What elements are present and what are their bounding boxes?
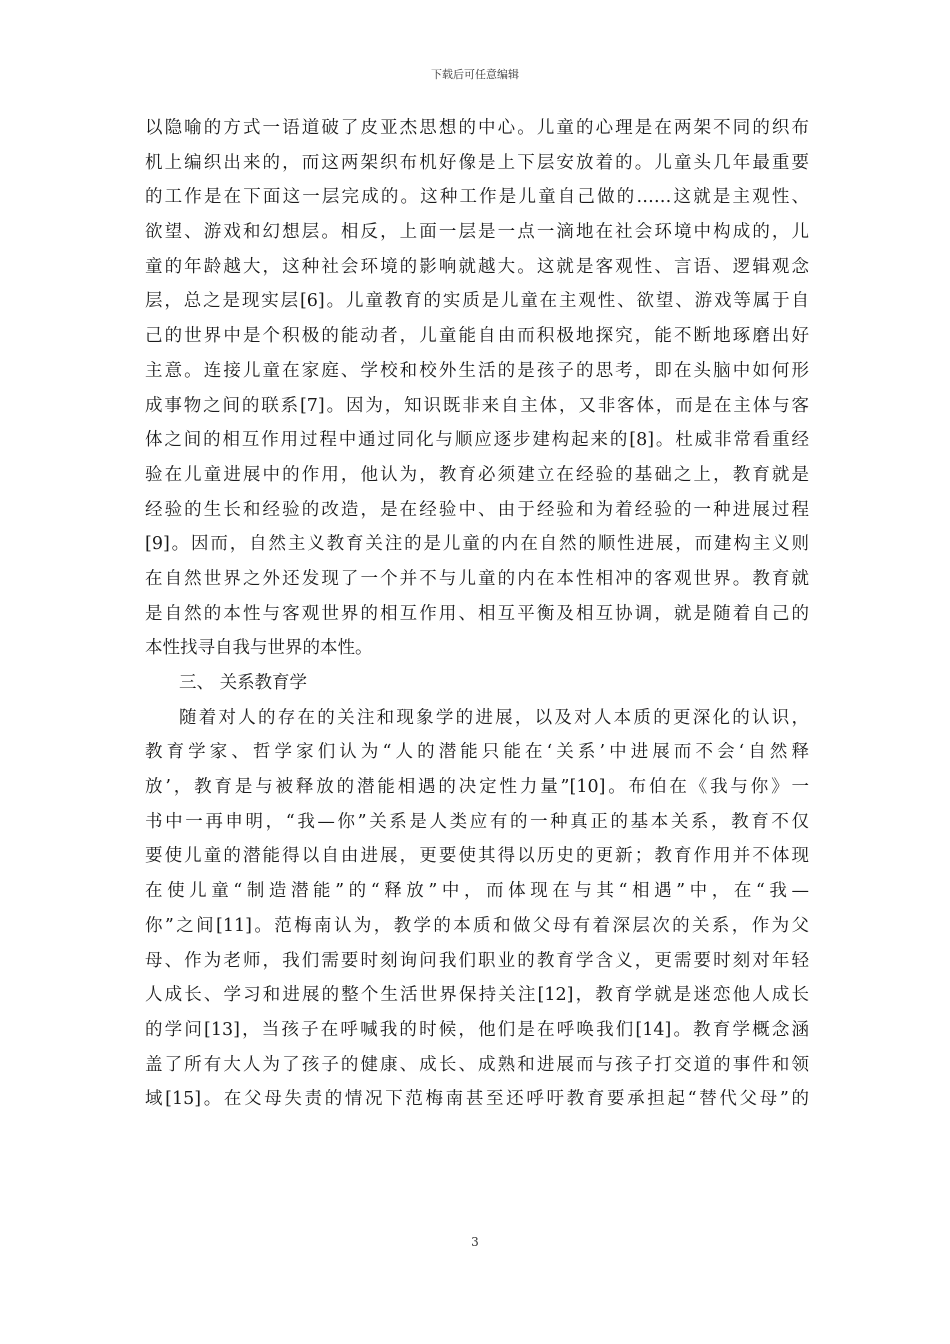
- text-line: 要使儿童的潜能得以自由进展，更要使其得以历史的更新；教育作用并不体现: [145, 846, 809, 867]
- page-number: 3: [471, 1235, 479, 1249]
- text-line: 欲望、游戏和幻想层。相反，上面一层是一点一滴地在社会环境中构成的，儿: [145, 222, 809, 243]
- body-text: [145, 111, 809, 1117]
- text-line: 随着对人的存在的关注和现象学的进展，以及对人本质的更深化的认识，: [179, 707, 809, 728]
- text-line: 验在儿童进展中的作用，他认为，教育必须建立在经验的基础之上，教育就是: [145, 464, 809, 485]
- text-line: 盖了所有大人为了孩子的健康、成长、成熟和进展而与孩子打交道的事件和领: [145, 1054, 809, 1075]
- text-line: 成事物之间的联系[7]。因为，知识既非来自主体，又非客体，而是在主体与客: [145, 395, 809, 416]
- text-line: 教育学家、哲学家们认为“人的潜能只能在‘关系’中进展而不会‘自然释: [145, 742, 809, 763]
- text-line: 的学问[13]，当孩子在呼喊我的时候，他们是在呼唤我们[14]。教育学概念涵: [145, 1019, 809, 1040]
- text-line: 主意。连接儿童在家庭、学校和校外生活的是孩子的思考，即在头脑中如何形: [145, 360, 809, 381]
- text-line: 以隐喻的方式一语道破了皮亚杰思想的中心。儿童的心理是在两架不同的织布: [145, 118, 809, 138]
- text-line: 放’，教育是与被释放的潜能相遇的决定性力量”[10]。布伯在《我与你》一: [145, 777, 809, 798]
- page-header: 下载后可任意编辑: [431, 68, 519, 81]
- text-line: 域[15]。在父母失责的情况下范梅南甚至还呼吁教育要承担起“替代父母”的: [145, 1089, 809, 1110]
- text-line: 书中一再申明，“我—你”关系是人类应有的一种真正的基本关系，教育不仅: [145, 811, 809, 832]
- text-line: 机上编织出来的，而这两架织布机好像是上下层安放着的。儿童头几年最重要: [145, 152, 809, 173]
- text-line: 母、作为老师，我们需要时刻询问我们职业的教育学含义，更需要时刻对年轻: [145, 950, 809, 971]
- text-line: [9]。因而，自然主义教育关注的是儿童的内在自然的顺性进展，而建构主义则: [145, 534, 809, 555]
- section-heading: 三、 关系教育学: [179, 673, 308, 693]
- text-line: 经验的生长和经验的改造，是在经验中、由于经验和为着经验的一种进展过程: [145, 499, 809, 520]
- text-line: 己的世界中是个积极的能动者，儿童能自由而积极地探究，能不断地琢磨出好: [145, 326, 809, 347]
- text-line: 的工作是在下面这一层完成的。这种工作是儿童自己做的……这就是主观性、: [145, 187, 809, 208]
- text-line: 是自然的本性与客观世界的相互作用、相互平衡及相互协调，就是随着自己的: [145, 603, 809, 624]
- text-line: 在使儿童“制造潜能”的“释放”中，而体现在与其“相遇”中，在“我—: [145, 881, 809, 902]
- text-line: 你”之间[11]。范梅南认为，教学的本质和做父母有着深层次的关系，作为父: [145, 915, 809, 936]
- text-line: 童的年龄越大，这种社会环境的影响就越大。这就是客观性、言语、逻辑观念: [145, 256, 809, 277]
- text-line: 在自然世界之外还发现了一个并不与儿童的内在本性相冲的客观世界。教育就: [145, 568, 809, 589]
- text-line: 层，总之是现实层[6]。儿童教育的实质是儿童在主观性、欲望、游戏等属于自: [145, 291, 809, 312]
- text-line: 本性找寻自我与世界的本性。: [145, 638, 373, 659]
- text-line: 体之间的相互作用过程中通过同化与顺应逐步建构起来的[8]。杜威非常看重经: [145, 430, 809, 451]
- text-line: 人成长、学习和进展的整个生活世界保持关注[12]，教育学就是迷恋他人成长: [145, 985, 809, 1006]
